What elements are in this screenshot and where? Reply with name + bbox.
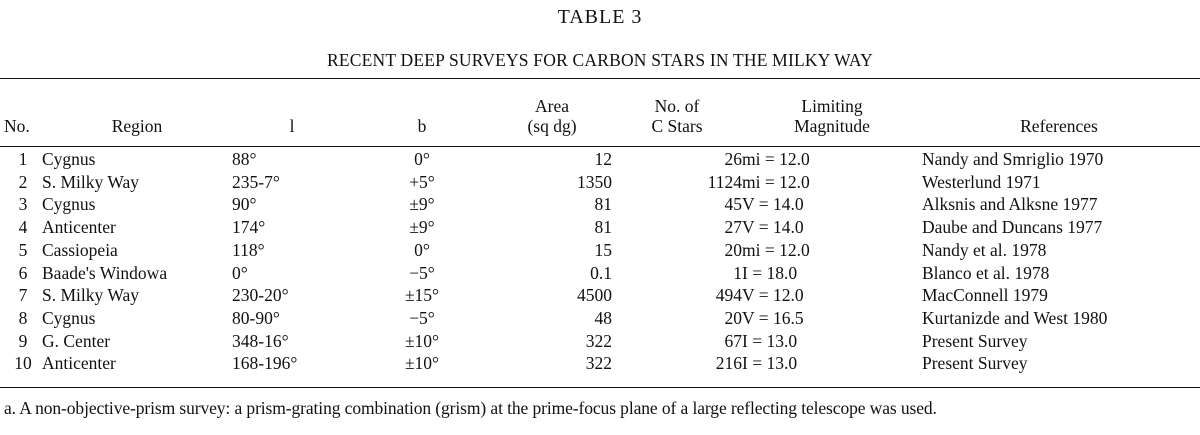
- cell-limit: mi = 12.0: [742, 239, 810, 260]
- cell-area: 322: [585, 330, 612, 351]
- cell-l: 80-90°: [232, 307, 280, 328]
- col-header-l: l: [289, 116, 295, 136]
- cell-b: ±9°: [409, 217, 435, 238]
- cell-region: Cassiopeia: [42, 239, 118, 260]
- col-header-no: No.: [4, 116, 30, 136]
- cell-region: Anticenter: [42, 353, 116, 374]
- col-header-limit: Limiting Magnitude: [794, 96, 870, 136]
- cell-stars: 216: [715, 353, 742, 374]
- cell-reference: Present Survey: [922, 353, 1028, 374]
- cell-region: Cygnus: [42, 307, 96, 328]
- cell-no: 6: [18, 262, 28, 283]
- footnote: a. A non-objective-prism survey: a prism-grating combination (grism) at the prime-focus plane of a large reflecting telescope was used.: [4, 398, 937, 418]
- cell-no: 1: [18, 149, 28, 169]
- cell-stars: 67: [724, 330, 742, 351]
- cell-limit: I = 13.0: [742, 330, 798, 351]
- cell-region: Anticenter: [42, 217, 116, 238]
- cell-b: −5°: [409, 307, 435, 328]
- table-row: [4, 239, 1196, 262]
- cell-l: 90°: [232, 194, 257, 215]
- cell-limit: V = 14.0: [742, 194, 804, 215]
- cell-b: ±9°: [409, 194, 435, 215]
- cell-reference: Present Survey: [922, 330, 1028, 351]
- cell-b: −5°: [409, 262, 435, 283]
- table-title: RECENT DEEP SURVEYS FOR CARBON STARS IN THE MILKY WAY: [327, 50, 873, 70]
- cell-l: 0°: [232, 262, 248, 283]
- cell-l: 118°: [232, 239, 265, 260]
- table-row: [4, 307, 1196, 330]
- cell-area: 1350: [577, 171, 612, 192]
- cell-no: 3: [18, 194, 28, 215]
- cell-stars: 1124: [707, 171, 742, 192]
- cell-l: 235-7°: [232, 171, 280, 192]
- col-header-b: b: [417, 116, 427, 136]
- table-row: [4, 352, 1196, 375]
- cell-stars: 20: [724, 239, 742, 260]
- cell-reference: Kurtanizde and West 1980: [922, 307, 1108, 328]
- cell-area: 48: [594, 307, 612, 328]
- cell-b: 0°: [414, 239, 430, 260]
- cell-limit: mi = 12.0: [742, 149, 810, 169]
- cell-area: 0.1: [590, 262, 612, 283]
- cell-reference: Nandy et al. 1978: [922, 239, 1047, 260]
- cell-b: ±10°: [404, 353, 440, 374]
- cell-stars: 20: [724, 307, 742, 328]
- cell-no: 10: [14, 353, 32, 374]
- cell-stars: 27: [724, 217, 742, 238]
- cell-no: 4: [18, 217, 28, 238]
- cell-no: 5: [18, 239, 28, 260]
- cell-limit: I = 13.0: [742, 353, 798, 374]
- cell-region: Baade's Windowa: [42, 262, 168, 283]
- cell-b: ±10°: [404, 330, 440, 351]
- col-header-stars: No. of C Stars: [651, 96, 703, 136]
- cell-b: +5°: [409, 171, 435, 192]
- cell-limit: V = 12.0: [742, 285, 804, 306]
- cell-area: 4500: [577, 285, 612, 306]
- cell-limit: I = 18.0: [742, 262, 798, 283]
- cell-region: S. Milky Way: [42, 171, 139, 192]
- cell-region: G. Center: [42, 330, 111, 351]
- cell-l: 88°: [232, 149, 257, 169]
- table-row: [4, 216, 1196, 239]
- cell-reference: Westerlund 1971: [922, 171, 1041, 192]
- cell-area: 81: [594, 194, 612, 215]
- table-row: [4, 148, 1196, 171]
- col-header-region: Region: [111, 116, 163, 136]
- spacer-row: [4, 136, 1196, 148]
- cell-b: ±15°: [404, 285, 440, 306]
- cell-b: 0°: [414, 149, 430, 169]
- cell-limit: mi = 12.0: [742, 171, 810, 192]
- cell-no: 2: [18, 171, 28, 192]
- cell-no: 7: [18, 285, 28, 306]
- cell-l: 174°: [232, 217, 266, 238]
- header-row: [4, 96, 1196, 136]
- table-row: [4, 330, 1196, 353]
- cell-area: 322: [585, 353, 612, 374]
- cell-l: 230-20°: [232, 285, 289, 306]
- cell-stars: 1: [733, 262, 742, 283]
- cell-reference: Nandy and Smriglio 1970: [922, 149, 1104, 169]
- table-row: [4, 193, 1196, 216]
- cell-region: S. Milky Way: [42, 285, 139, 306]
- table-body: [4, 136, 1196, 375]
- cell-region: Cygnus: [42, 194, 96, 215]
- col-header-area: Area (sq dg): [527, 96, 577, 136]
- table-row: [4, 171, 1196, 194]
- surveys-table: [4, 96, 1196, 375]
- cell-no: 9: [18, 330, 28, 351]
- cell-stars: 494: [715, 285, 742, 306]
- cell-reference: MacConnell 1979: [922, 285, 1048, 306]
- cell-limit: V = 14.0: [742, 217, 804, 238]
- cell-no: 8: [18, 307, 28, 328]
- cell-area: 15: [594, 239, 612, 260]
- cell-l: 348-16°: [232, 330, 289, 351]
- cell-stars: 26: [724, 149, 742, 169]
- col-header-references: References: [1020, 116, 1098, 136]
- cell-l: 168-196°: [232, 353, 298, 374]
- cell-reference: Daube and Duncans 1977: [922, 217, 1103, 238]
- bottom-rule: [0, 387, 1200, 388]
- table-row: [4, 284, 1196, 307]
- cell-limit: V = 16.5: [742, 307, 804, 328]
- cell-reference: Alksnis and Alksne 1977: [922, 194, 1098, 215]
- cell-reference: Blanco et al. 1978: [922, 262, 1050, 283]
- cell-area: 12: [594, 149, 612, 169]
- cell-region: Cygnus: [42, 149, 96, 169]
- table-number: TABLE 3: [557, 6, 643, 28]
- cell-stars: 45: [724, 194, 742, 215]
- cell-area: 81: [594, 217, 612, 238]
- table-row: [4, 262, 1196, 285]
- top-rule: [0, 78, 1200, 79]
